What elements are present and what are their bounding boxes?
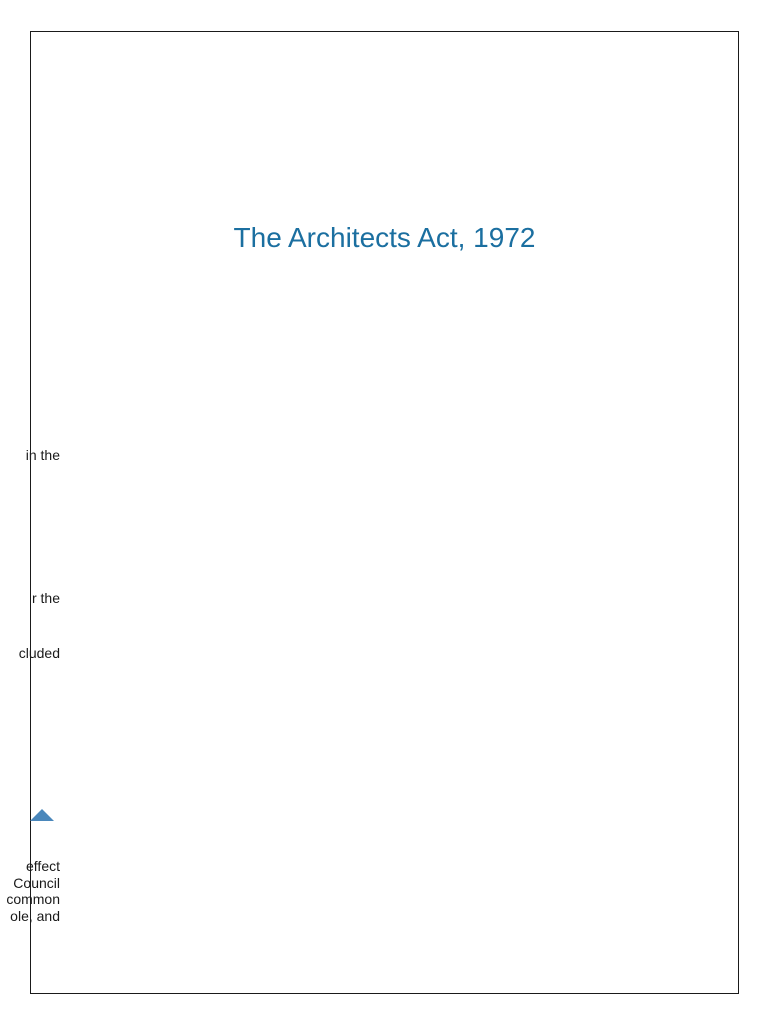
scroll-to-top-button[interactable] bbox=[30, 809, 54, 822]
triangle-up-icon bbox=[30, 809, 54, 822]
background-text-fragment bbox=[0, 447, 60, 464]
background-text-line: Council bbox=[13, 874, 60, 891]
background-text-line: in the bbox=[25, 447, 60, 463]
background-text-line: r the bbox=[31, 590, 60, 606]
document-page bbox=[30, 31, 739, 994]
background-text-line: ole, and bbox=[10, 907, 60, 924]
background-text-line: cluded bbox=[18, 645, 60, 661]
background-text-line: effect bbox=[26, 858, 60, 874]
background-text-line: common bbox=[6, 891, 60, 907]
background-text-fragment bbox=[0, 645, 60, 662]
background-text-fragment bbox=[0, 590, 60, 607]
background-text-fragment bbox=[0, 858, 60, 924]
document-title: The Architects Act, 1972 bbox=[233, 222, 536, 253]
